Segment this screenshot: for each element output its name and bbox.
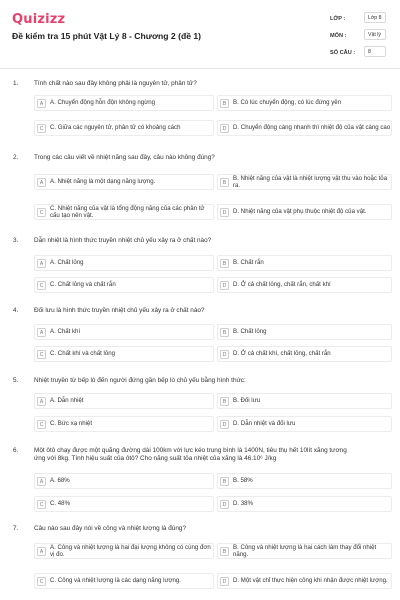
option-d[interactable]: [217, 496, 392, 512]
option-text: A. 68%: [50, 477, 70, 485]
question-text: Dẫn nhiệt là hình thức truyền nhiệt chủ yếu xảy ra ở chất nào?: [34, 237, 212, 244]
option-text: A. Chuyển động hỗn độn không ngừng: [50, 99, 156, 107]
option-b[interactable]: [217, 324, 392, 340]
meta-count-value: 8: [364, 46, 386, 57]
meta-subject: [330, 29, 390, 43]
option-letter-d: D: [220, 281, 229, 290]
option-a[interactable]: [34, 543, 214, 559]
option-c[interactable]: [34, 416, 214, 432]
option-letter-d: D: [220, 208, 229, 217]
meta-question-count: [330, 46, 390, 60]
option-b[interactable]: [217, 473, 392, 489]
option-text: A. Nhiệt năng là một dạng năng lượng.: [50, 178, 156, 186]
option-letter-b: B: [220, 178, 229, 187]
option-d[interactable]: [217, 277, 392, 293]
option-text: B. Đối lưu: [233, 397, 261, 405]
option-c[interactable]: [34, 496, 214, 512]
option-text: D. 38%: [233, 500, 253, 508]
option-text: B. Chất rắn: [233, 259, 264, 267]
meta-subject-value: Vật lý: [364, 29, 386, 40]
option-letter-a: A: [37, 99, 46, 108]
option-text: D. Ở cả chất lỏng, chất rắn, chất khí: [233, 281, 331, 289]
option-a[interactable]: [34, 393, 214, 409]
option-text: D. Ở cả chất khí, chất lỏng, chất rắn: [233, 350, 331, 358]
option-text: C. Giữa các nguyên tử, phân tử có khoảng cách: [50, 124, 181, 132]
meta-count-label: SỐ CÂU :: [330, 50, 356, 56]
option-text: B. Công và nhiệt lượng là hai cách làm thay đổi nhiệt năng.: [233, 543, 377, 558]
option-text: A. Chất khí: [50, 328, 81, 336]
quizizz-logo: Quizizz: [12, 12, 66, 27]
option-letter-a: A: [37, 328, 46, 337]
question-text: Đối lưu là hình thức truyền nhiệt chủ yếu xảy ra ở chất nào?: [34, 307, 205, 314]
option-letter-b: B: [220, 477, 229, 486]
page-title: Đề kiểm tra 15 phút Vật Lý 8 - Chương 2 (đề 1): [12, 31, 202, 41]
question-number: 1.: [13, 80, 19, 87]
question-number: 6.: [13, 447, 19, 454]
option-letter-b: B: [220, 99, 229, 108]
option-c[interactable]: [34, 120, 214, 136]
option-text: C. Chất khí và chất lỏng: [50, 350, 116, 358]
option-d[interactable]: [217, 346, 392, 362]
option-text: A. Chất lỏng: [50, 259, 84, 267]
option-a[interactable]: [34, 255, 214, 271]
option-letter-a: A: [37, 547, 46, 556]
meta-grade: [330, 12, 390, 26]
option-c[interactable]: [34, 573, 214, 589]
option-letter-a: A: [37, 178, 46, 187]
question-number: 5.: [13, 377, 19, 384]
worksheet-meta: [330, 12, 390, 63]
option-text: D. Một vật chỉ thực hiện công khi nhận được nhiệt lượng.: [233, 577, 388, 585]
option-d[interactable]: [217, 120, 392, 136]
option-b[interactable]: [217, 174, 392, 190]
option-text: C. Chất lỏng và chất rắn: [50, 281, 116, 289]
option-d[interactable]: [217, 204, 392, 220]
option-a[interactable]: [34, 174, 214, 190]
option-text: B. Chất lỏng: [233, 328, 267, 336]
option-letter-b: B: [220, 259, 229, 268]
option-d[interactable]: [217, 416, 392, 432]
option-letter-c: C: [37, 281, 46, 290]
question-number: 4.: [13, 307, 19, 314]
option-letter-d: D: [220, 350, 229, 359]
option-a[interactable]: [34, 95, 214, 111]
question-text: Trong các câu viết về nhiệt năng sau đây, câu nào không đúng?: [34, 154, 215, 161]
option-text: B. Có lúc chuyển động, có lúc đứng yên: [233, 99, 342, 107]
option-letter-d: D: [220, 124, 229, 133]
question-number: 2.: [13, 154, 19, 161]
option-letter-c: C: [37, 350, 46, 359]
option-letter-c: C: [37, 500, 46, 509]
option-d[interactable]: [217, 573, 392, 589]
question-number: 7.: [13, 525, 19, 532]
option-c[interactable]: [34, 277, 214, 293]
option-text: A. Dẫn nhiệt: [50, 397, 84, 405]
option-letter-c: C: [37, 420, 46, 429]
option-a[interactable]: [34, 324, 214, 340]
option-text: A. Công và nhiệt lượng là hai đại lượng không có cùng đơn vị đo.: [50, 543, 211, 558]
option-letter-c: C: [37, 208, 46, 217]
option-letter-d: D: [220, 420, 229, 429]
option-letter-b: B: [220, 328, 229, 337]
option-text: D. Dẫn nhiệt và đối lưu: [233, 420, 296, 428]
option-b[interactable]: [217, 255, 392, 271]
question-text: Một ôtô chạy được một quãng đường dài 100km với lực kéo trung bình là 1400N, tiêu thụ hết 10lít xăng tương ứng với 8kg. Tính hiệu suất của ôtô? Cho năng suất tỏa nhiệt của xăng là 46.10⁶ J/kg: [34, 447, 347, 463]
option-text: B. Nhiệt năng của vật là nhiệt lượng vật thu vào hoặc tỏa ra.: [233, 174, 388, 189]
question-text: Tính chất nào sau đây không phải là nguyên tử, phân tử?: [34, 80, 197, 87]
option-c[interactable]: [34, 346, 214, 362]
option-letter-a: A: [37, 477, 46, 486]
meta-grade-value: Lớp 8: [364, 12, 386, 23]
meta-grade-label: LỚP :: [330, 16, 346, 22]
question-number: 3.: [13, 237, 19, 244]
meta-subject-label: MÔN :: [330, 33, 347, 39]
option-letter-d: D: [220, 500, 229, 509]
question-text: Câu nào sau đây nói về công và nhiệt lượng là đúng?: [34, 525, 187, 532]
option-letter-d: D: [220, 577, 229, 586]
option-text: C. Công và nhiệt lượng là các dạng năng lượng.: [50, 577, 181, 585]
option-letter-a: A: [37, 397, 46, 406]
option-text: C. Bức xạ nhiệt: [50, 420, 93, 428]
option-letter-c: C: [37, 577, 46, 586]
option-c[interactable]: [34, 204, 214, 220]
option-letter-c: C: [37, 124, 46, 133]
header-divider: [0, 68, 400, 69]
option-text: D. Nhiệt năng của vật phụ thuộc nhiệt độ của vật.: [233, 208, 367, 216]
option-b[interactable]: [217, 393, 392, 409]
option-b[interactable]: [217, 543, 392, 559]
option-text: C. 48%: [50, 500, 70, 508]
option-text: D. Chuyển động càng nhanh thì nhiệt độ của vật càng cao: [233, 124, 391, 132]
option-a[interactable]: [34, 473, 214, 489]
question-text: Nhiệt truyền từ bếp lò đến người đứng gần bếp lò chủ yếu bằng hình thức:: [34, 377, 246, 384]
option-letter-a: A: [37, 259, 46, 268]
option-letter-b: B: [220, 547, 229, 556]
option-b[interactable]: [217, 95, 392, 111]
option-text: B. 58%: [233, 477, 253, 485]
option-letter-b: B: [220, 397, 229, 406]
option-text: C. Nhiệt năng của vật là tổng động năng của các phân tử cấu tạo nên vật.: [50, 204, 205, 219]
